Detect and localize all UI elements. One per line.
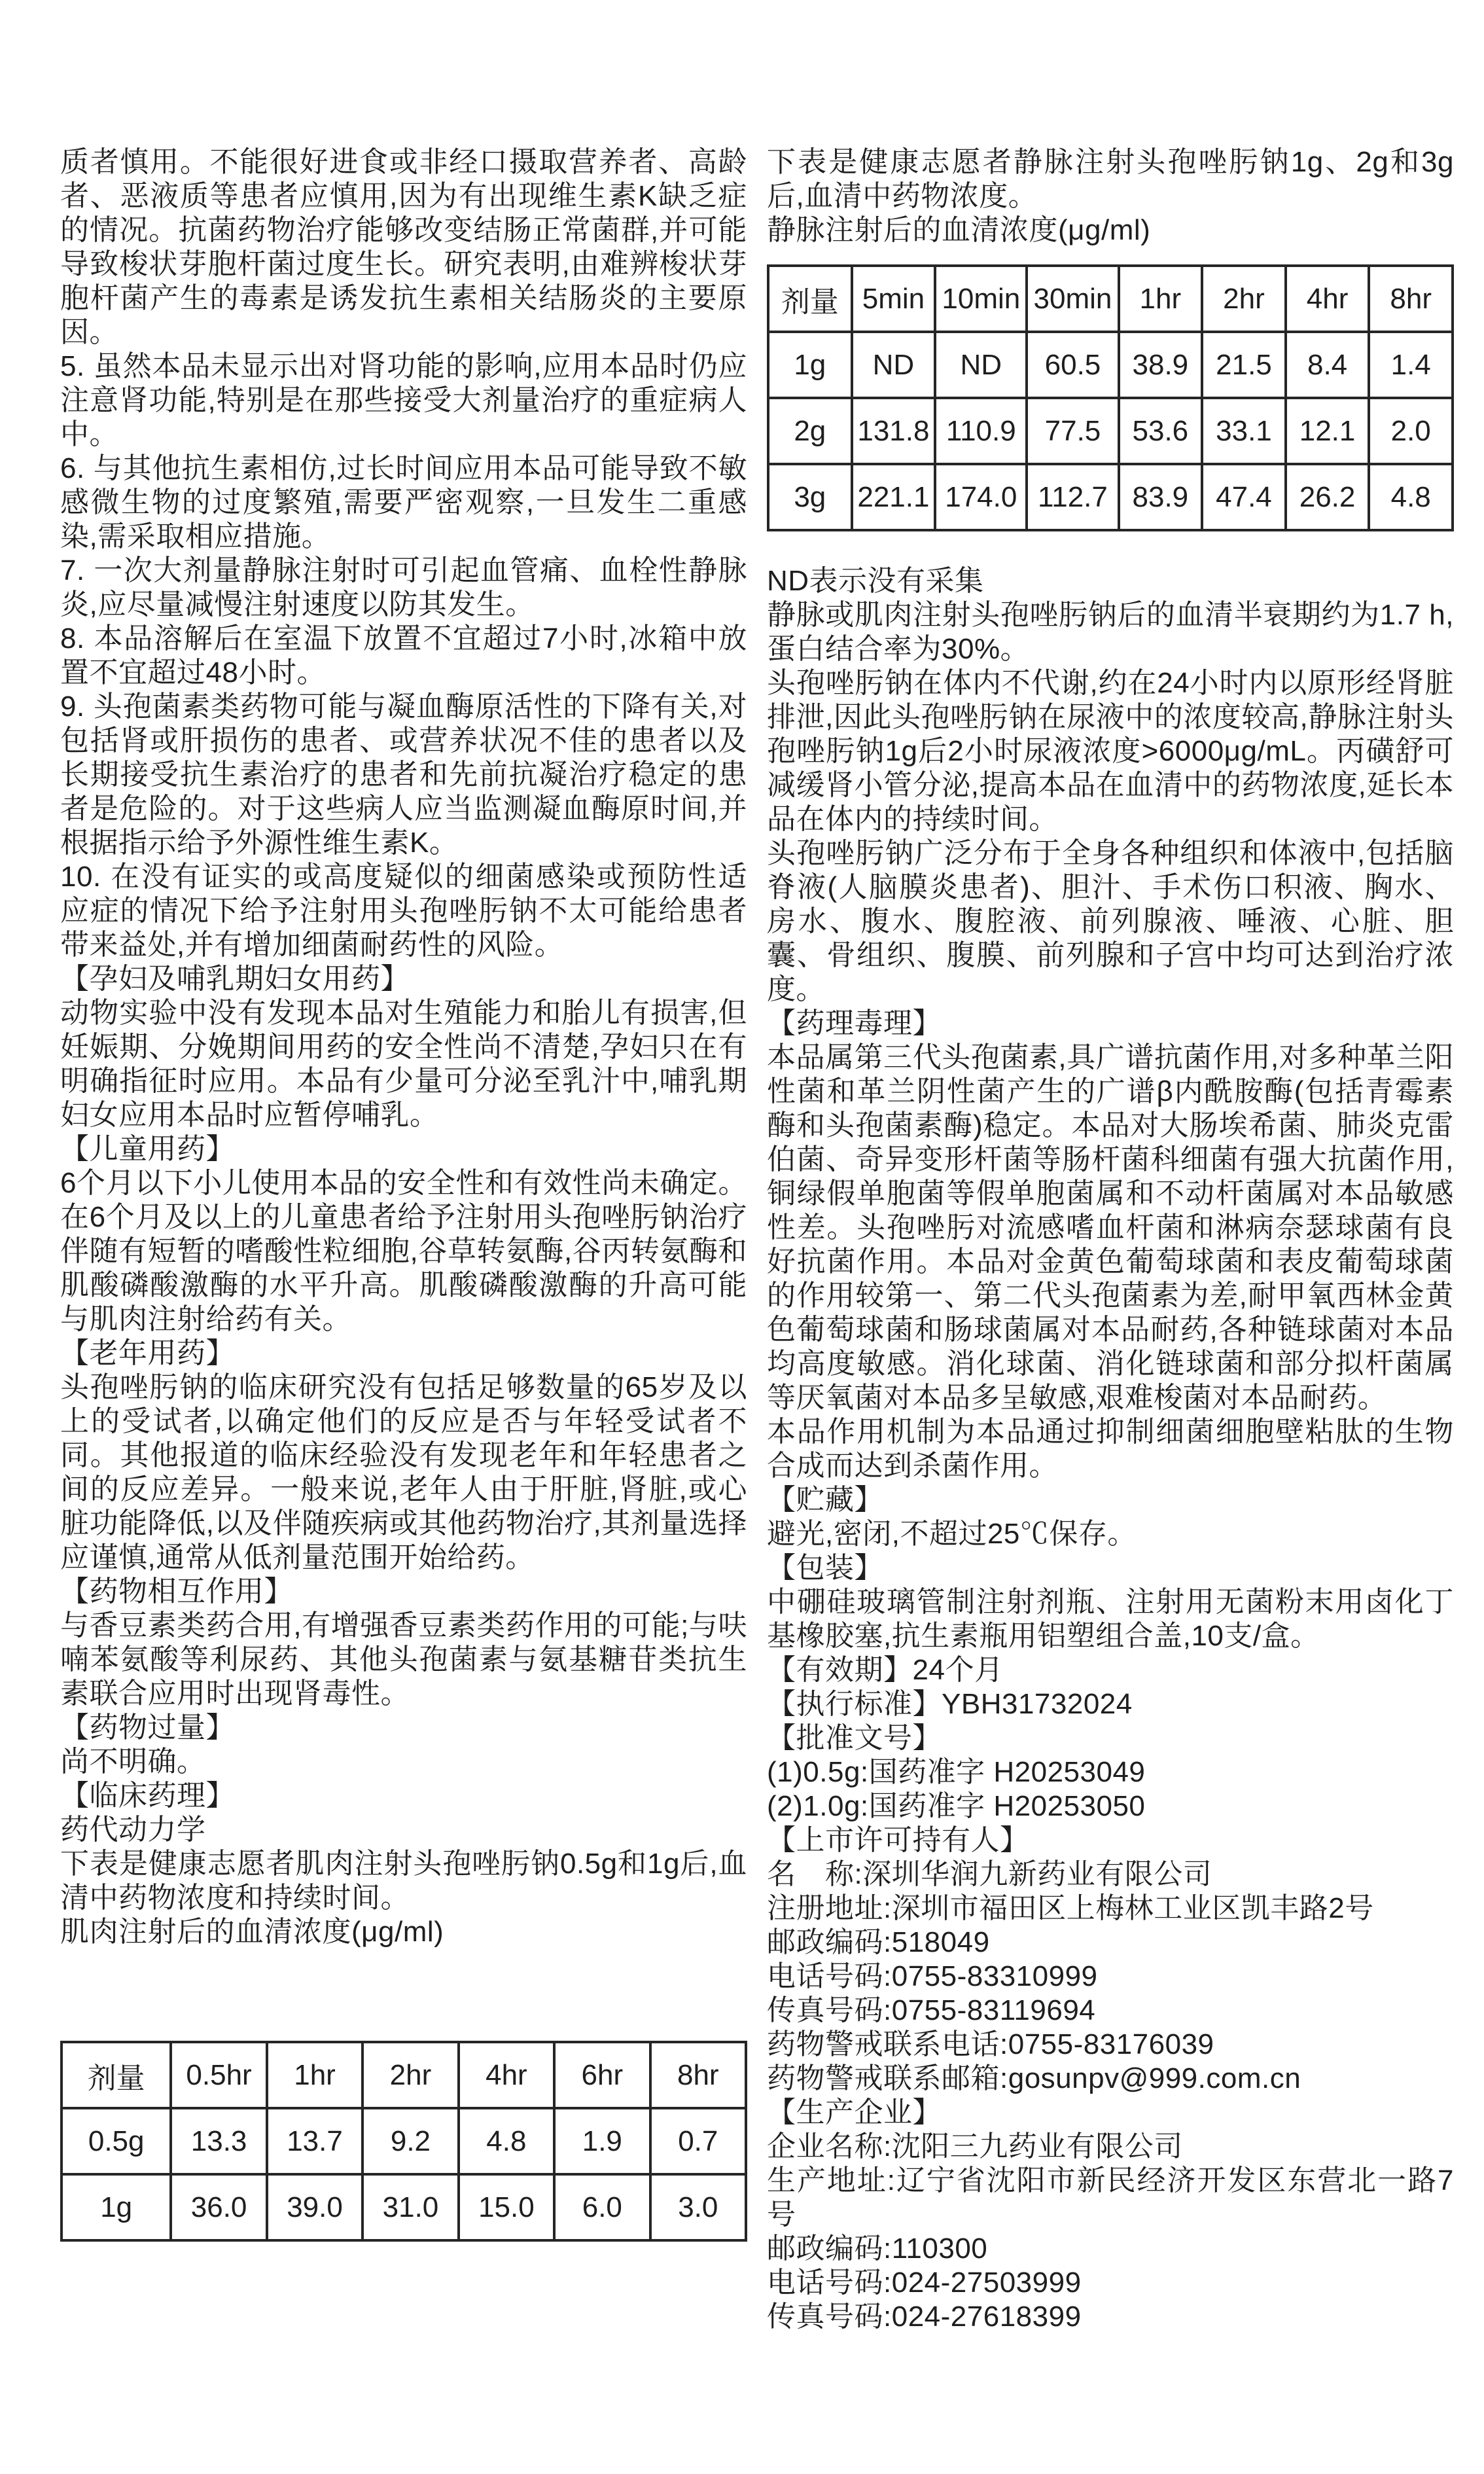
table-header-cell: 0.5hr xyxy=(171,2042,266,2108)
table-cell: 110.9 xyxy=(935,398,1027,464)
text-paragraph: 头孢唑肟钠广泛分布于全身各种组织和体液中,包括脑脊液(人脑膜炎患者)、胆汁、手术伤口积液、胸水、房水、腹水、腹腔液、前列腺液、唾液、心脏、胆囊、骨组织、腹膜、前列腺和子宫中均可达到治疗浓度。 xyxy=(767,837,1454,1005)
table-cell: 3g xyxy=(768,464,852,530)
text-paragraph: 6. 与其他抗生素相仿,过长时间应用本品可能导致不敏感微生物的过度繁殖,需要严密观察,一旦发生二重感染,需采取相应措施。 xyxy=(60,452,747,552)
table-cell: 174.0 xyxy=(935,464,1027,530)
table-header-cell: 5min xyxy=(852,266,936,332)
text-paragraph: 9. 头孢菌素类药物可能与凝血酶原活性的下降有关,对包括肾或肝损伤的患者、或营养状况不佳的患者以及长期接受抗生素治疗的患者和先前抗凝治疗稳定的患者是危险的。对于这些病人应当监测凝血酶原时间,并根据指示给予外源性维生素K。 xyxy=(60,690,747,859)
table-cell: 47.4 xyxy=(1202,464,1286,530)
text-paragraph: (2)1.0g:国药准字 H20253050 xyxy=(767,1790,1146,1822)
table-cell: 33.1 xyxy=(1202,398,1286,464)
table-header-cell: 剂量 xyxy=(62,2042,171,2108)
text-paragraph: 【上市许可持有人】 xyxy=(767,1824,1029,1856)
text-paragraph: 邮政编码:110300 xyxy=(767,2232,988,2265)
text-paragraph: 与香豆素类药合用,有增强香豆素类药作用的可能;与呋喃苯氨酸等利尿药、其他头孢菌素与氨基糖苷类抗生素联合应用时出现肾毒性。 xyxy=(60,1609,747,1710)
iv-injection-serum-table xyxy=(767,264,1454,531)
table-header-cell: 8hr xyxy=(1369,266,1453,332)
text-paragraph: 动物实验中没有发现本品对生殖能力和胎儿有损害,但妊娠期、分娩期间用药的安全性尚不清楚,孕妇只在有明确指征时应用。本品有少量可分泌至乳汁中,哺乳期妇女应用本品时应暂停哺乳。 xyxy=(60,997,747,1131)
table-cell: 9.2 xyxy=(362,2108,458,2174)
table-cell: 1.9 xyxy=(554,2108,650,2174)
text-paragraph: 药物警戒联系电话:0755-83176039 xyxy=(767,2028,1214,2060)
text-paragraph: 静脉注射后的血清浓度(μg/ml) xyxy=(767,214,1151,246)
text-paragraph: 下表是健康志愿者静脉注射头孢唑肟钠1g、2g和3g后,血清中药物浓度。 xyxy=(767,146,1454,212)
table-cell: ND xyxy=(852,332,936,398)
text-paragraph: 传真号码:0755-83119694 xyxy=(767,1994,1096,2026)
text-paragraph: (1)0.5g:国药准字 H20253049 xyxy=(767,1756,1146,1788)
text-paragraph: 【包装】 xyxy=(767,1552,883,1584)
table-cell: 77.5 xyxy=(1027,398,1118,464)
table-cell: 31.0 xyxy=(362,2174,458,2240)
table-cell: ND xyxy=(935,332,1027,398)
text-paragraph: 药物警戒联系邮箱:gosunpv@999.com.cn xyxy=(767,2062,1301,2094)
table-cell: 1g xyxy=(768,332,852,398)
table-cell: 0.5g xyxy=(62,2108,171,2174)
table-header-cell: 2hr xyxy=(362,2042,458,2108)
table-header-cell: 10min xyxy=(935,266,1027,332)
table-cell: 39.0 xyxy=(267,2174,362,2240)
text-paragraph: 8. 本品溶解后在室温下放置不宜超过7小时,冰箱中放置不宜超过48小时。 xyxy=(60,622,747,689)
table-header-cell: 1hr xyxy=(1119,266,1203,332)
text-paragraph: 注册地址:深圳市福田区上梅林工业区凯丰路2号 xyxy=(767,1892,1374,1924)
table-cell: 6.0 xyxy=(554,2174,650,2240)
table-cell: 3.0 xyxy=(650,2174,746,2240)
table-cell: 15.0 xyxy=(459,2174,554,2240)
text-paragraph: 头孢唑肟钠在体内不代谢,约在24小时内以原形经肾脏排泄,因此头孢唑肟钠在尿液中的浓度较高,静脉注射头孢唑肟钠1g后2小时尿液浓度>6000μg/mL。丙磺舒可减缓肾小管分泌,提高本品在血清中的药物浓度,延长本品在体内的持续时间。 xyxy=(767,667,1454,835)
text-paragraph: 质者慎用。不能很好进食或非经口摄取营养者、高龄者、恶液质等患者应慎用,因为有出现维生素K缺乏症的情况。抗菌药物治疗能够改变结肠正常菌群,并可能导致梭状芽胞杆菌过度生长。研究表明,由难辨梭状芽胞杆菌产生的毒素是诱发抗生素相关结肠炎的主要原因。 xyxy=(60,146,747,348)
text-paragraph: 5. 虽然本品未显示出对肾功能的影响,应用本品时仍应注意肾功能,特别是在那些接受大剂量治疗的重症病人中。 xyxy=(60,350,747,450)
text-paragraph: 生产地址:辽宁省沈阳市新民经济开发区东营北一路7号 xyxy=(767,2164,1454,2231)
table-cell: 83.9 xyxy=(1119,464,1203,530)
text-paragraph: 【有效期】24个月 xyxy=(767,1654,1004,1686)
table-cell: 2.0 xyxy=(1369,398,1453,464)
table-row xyxy=(768,332,1453,398)
table-cell: 1g xyxy=(62,2174,171,2240)
table-cell: 13.7 xyxy=(267,2108,362,2174)
text-paragraph: 尚不明确。 xyxy=(60,1746,206,1778)
text-paragraph: 【儿童用药】 xyxy=(60,1133,235,1165)
text-paragraph: 【批准文号】 xyxy=(767,1722,942,1754)
left-text-blocks xyxy=(60,145,747,1949)
text-paragraph: 名 称:深圳华润九新药业有限公司 xyxy=(767,1858,1212,1890)
text-paragraph: 【生产企业】 xyxy=(767,2096,942,2128)
im-injection-serum-table xyxy=(60,2041,747,2242)
text-paragraph: 药代动力学 xyxy=(60,1814,206,1846)
text-paragraph: 10. 在没有证实的或高度疑似的细菌感染或预防性适应症的情况下给予注射用头孢唑肟钠不太可能给患者带来益处,并有增加细菌耐药性的风险。 xyxy=(60,861,747,961)
table-header-cell: 1hr xyxy=(267,2042,362,2108)
table-row xyxy=(768,464,1453,530)
text-paragraph: 【孕妇及哺乳期妇女用药】 xyxy=(60,963,410,995)
table-cell: 4.8 xyxy=(459,2108,554,2174)
table-header-cell: 4hr xyxy=(459,2042,554,2108)
text-paragraph: ND表示没有采集 xyxy=(767,565,984,597)
table-cell: 13.3 xyxy=(171,2108,266,2174)
right-bottom-text-blocks xyxy=(767,564,1454,2334)
table-header-cell: 2hr xyxy=(1202,266,1286,332)
table-cell: 36.0 xyxy=(171,2174,266,2240)
table-cell: 21.5 xyxy=(1202,332,1286,398)
text-paragraph: 电话号码:024-27503999 xyxy=(767,2267,1082,2299)
table-header-row xyxy=(62,2042,746,2108)
text-paragraph: 企业名称:沈阳三九药业有限公司 xyxy=(767,2130,1183,2162)
text-paragraph: 【临床药理】 xyxy=(60,1780,235,1812)
text-paragraph: 【贮藏】 xyxy=(767,1484,883,1516)
text-paragraph: 【药理毒理】 xyxy=(767,1007,942,1039)
table-header-cell: 8hr xyxy=(650,2042,746,2108)
table-cell: 12.1 xyxy=(1286,398,1369,464)
table-cell: 131.8 xyxy=(852,398,936,464)
text-paragraph: 肌肉注射后的血清浓度(μg/ml) xyxy=(60,1916,444,1948)
table-cell: 2g xyxy=(768,398,852,464)
table-cell: 53.6 xyxy=(1119,398,1203,464)
table-cell: 221.1 xyxy=(852,464,936,530)
right-column xyxy=(767,145,1454,2448)
text-paragraph: 【药物过量】 xyxy=(60,1712,235,1744)
table-cell: 0.7 xyxy=(650,2108,746,2174)
table-cell: 112.7 xyxy=(1027,464,1118,530)
text-paragraph: 7. 一次大剂量静脉注射时可引起血管痛、血栓性静脉炎,应尽量减慢注射速度以防其发生。 xyxy=(60,554,747,620)
table-cell: 8.4 xyxy=(1286,332,1369,398)
table-cell: 1.4 xyxy=(1369,332,1453,398)
text-paragraph: 【执行标准】YBH31732024 xyxy=(767,1688,1133,1720)
table-cell: 60.5 xyxy=(1027,332,1118,398)
right-top-text-blocks xyxy=(767,145,1454,247)
left-column xyxy=(60,145,747,2448)
table-header-cell: 30min xyxy=(1027,266,1118,332)
table-cell: 4.8 xyxy=(1369,464,1453,530)
table-cell: 38.9 xyxy=(1119,332,1203,398)
table-header-cell: 6hr xyxy=(554,2042,650,2108)
text-paragraph: 电话号码:0755-83310999 xyxy=(767,1960,1098,1992)
text-paragraph: 传真号码:024-27618399 xyxy=(767,2301,1082,2333)
text-paragraph: 本品作用机制为本品通过抑制细菌细胞壁粘肽的生物合成而达到杀菌作用。 xyxy=(767,1416,1454,1482)
text-paragraph: 【老年用药】 xyxy=(60,1337,235,1369)
table-row xyxy=(62,2174,746,2240)
text-paragraph: 避光,密闭,不超过25℃保存。 xyxy=(767,1518,1137,1550)
text-paragraph: 邮政编码:518049 xyxy=(767,1926,990,1958)
text-paragraph: 中硼硅玻璃管制注射剂瓶、注射用无菌粉末用卤化丁基橡胶塞,抗生素瓶用铝塑组合盖,10支/盒。 xyxy=(767,1586,1454,1652)
text-paragraph: 静脉或肌肉注射头孢唑肟钠后的血清半衰期约为1.7 h,蛋白结合率为30%。 xyxy=(767,599,1454,665)
table-row xyxy=(62,2108,746,2174)
table-cell: 26.2 xyxy=(1286,464,1369,530)
text-paragraph: 下表是健康志愿者肌肉注射头孢唑肟钠0.5g和1g后,血清中药物浓度和持续时间。 xyxy=(60,1848,747,1914)
text-paragraph: 6个月以下小儿使用本品的安全性和有效性尚未确定。在6个月及以上的儿童患者给予注射用头孢唑肟钠治疗伴随有短暂的嗜酸性粒细胞,谷草转氨酶,谷丙转氨酶和肌酸磷酸激酶的水平升高。肌酸磷酸激酶的升高可能与肌肉注射给药有关。 xyxy=(60,1167,747,1335)
text-paragraph: 头孢唑肟钠的临床研究没有包括足够数量的65岁及以上的受试者,以确定他们的反应是否与年轻受试者不同。其他报道的临床经验没有发现老年和年轻患者之间的反应差异。一般来说,老年人由于肝脏,肾脏,或心脏功能降低,以及伴随疾病或其他药物治疗,其剂量选择应谨慎,通常从低剂量范围开始给药。 xyxy=(60,1371,747,1573)
text-paragraph: 【药物相互作用】 xyxy=(60,1575,293,1607)
table-header-cell: 剂量 xyxy=(768,266,852,332)
table-row xyxy=(768,398,1453,464)
table-header-row xyxy=(768,266,1453,332)
table-header-cell: 4hr xyxy=(1286,266,1369,332)
text-paragraph: 本品属第三代头孢菌素,具广谱抗菌作用,对多种革兰阳性菌和革兰阴性菌产生的广谱β内酰胺酶(包括青霉素酶和头孢菌素酶)稳定。本品对大肠埃希菌、肺炎克雷伯菌、奇异变形杆菌等肠杆菌科细菌有强大抗菌作用,铜绿假单胞菌等假单胞菌属和不动杆菌属对本品敏感性差。头孢唑肟对流感嗜血杆菌和淋病奈瑟球菌有良好抗菌作用。本品对金黄色葡萄球菌和表皮葡萄球菌的作用较第一、第二代头孢菌素为差,耐甲氧西林金黄色葡萄球菌和肠球菌属对本品耐药,各种链球菌对本品均高度敏感。消化球菌、消化链球菌和部分拟杆菌属等厌氧菌对本品多呈敏感,艰难梭菌对本品耐药。 xyxy=(767,1041,1454,1414)
